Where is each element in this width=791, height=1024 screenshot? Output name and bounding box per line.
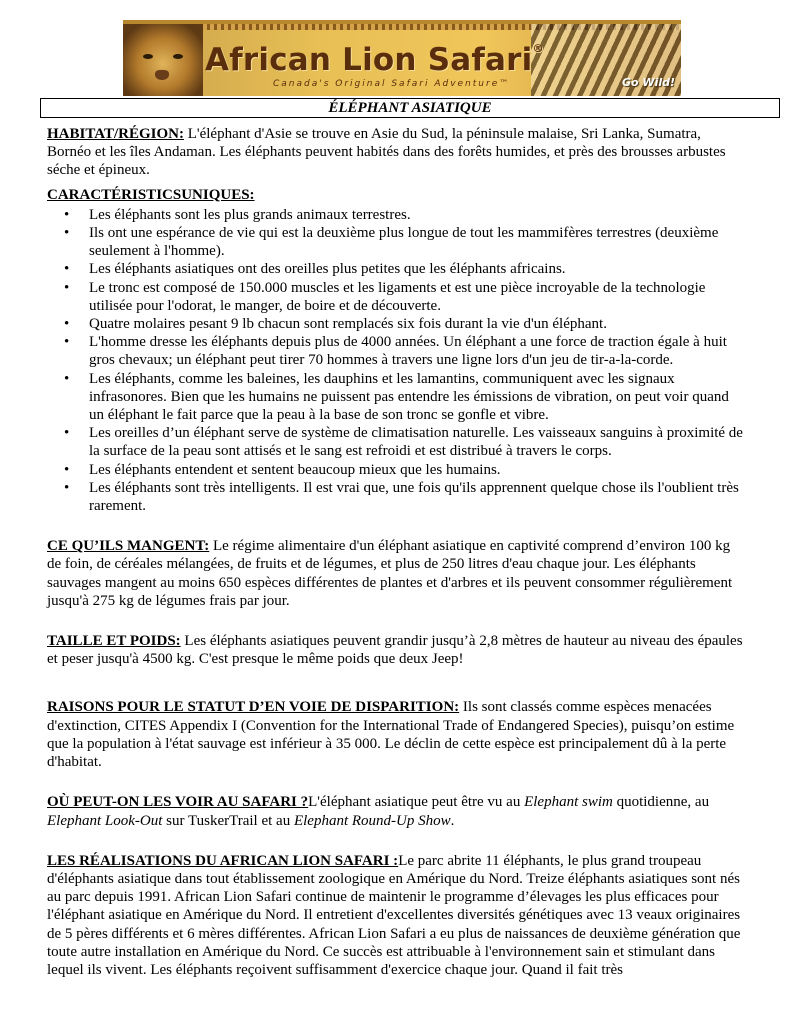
banner-tagline: Canada's Original Safari Adventure™ [273,79,511,89]
list-item: • Les éléphants sont très intelligents. Il est vrai que, une fois qu'ils apprennent quelque chose ils l'oublient très rarement. [47,479,747,515]
list-item: • Les éléphants asiatiques ont des oreilles plus petites que les éléphants africains. [47,260,747,278]
diet-text: Le régime alimentaire d'un éléphant asiatique en captivité comprend d’environ 100 kg de foin, de céréales mélangées, de fruits et de légumes, et plus de 250 litres d'eau chaque jour. Les éléphants sauvages mangent au moins 650 espèces différentes de plantes et d'arbres et ils peuvent consommer régulièrement jusqu'à 275 kg de légumes frais par jour. [47,538,733,609]
list-item: • Les éléphants, comme les baleines, les dauphins et les lamantins, communiquent avec les signaux infrasonores. Bien que les humains ne puissent pas entendre les émissions de vibration, on peut voir quand un éléphant le fait parce que la peau à la base de son tronc se gonfle et vibre. [47,370,747,425]
list-item: • Le tronc est composé de 150.000 muscles et les ligaments et est une pièce incroyable de la technologie utilisée pour l'odorat, le manger, de boire et de découverte. [47,279,747,315]
size-paragraph [47,632,747,668]
document-body [47,125,747,979]
characteristics-heading: CARACTÉRISTICSUNIQUES: [47,186,255,203]
size-heading: TAILLE ET POIDS: [47,633,181,650]
list-item: • Les éléphants entendent et sentent beaucoup mieux que les humains. [47,461,747,479]
list-item: • Les éléphants sont les plus grands animaux terrestres. [47,206,747,224]
lion-face-icon [123,24,203,96]
list-item: • Les oreilles d’un éléphant serve de système de climatisation naturelle. Les vaisseaux sanguins à proximité de la surface de la peau sont attisés et le sang est refroidi et est distribué à travers le corps. [47,424,747,460]
page-title: ÉLÉPHANT ASIATIQUE [40,98,780,118]
achievements-paragraph [47,852,747,979]
status-heading: RAISONS POUR LE STATUT D’EN VOIE DE DISPARITION: [47,699,460,716]
habitat-heading: HABITAT/RÉGION: [47,126,184,142]
achievements-heading: LES RÉALISATIONS DU AFRICAN LION SAFARI : [47,852,399,869]
banner-slogan: Go Wild! [622,76,675,89]
status-text: Ils sont classés comme espèces menacées d'extinction, CITES Appendix I (Convention for the International Trade of Endangered Species), puisqu’on estime que la population à l'état sauvage est inférieur à 35 000. Le déclin de cette espèce est principalement dû à la perte d'habitat. [47,699,735,771]
diet-heading: CE QU’ILS MANGENT: [47,538,210,555]
elephant-lookout-name: Elephant Look-Out [47,812,163,829]
list-item: • L'homme dresse les éléphants depuis plus de 4000 années. Un éléphant a une force de traction égale à huit gros chevaux; un éléphant peut tirer 70 hommes à travers une ligne lors d'un jeu de tir-a-la-corde. [47,333,747,369]
characteristics-list [47,206,747,515]
elephant-swim-name: Elephant swim [524,794,613,811]
list-item: • Ils ont une espérance de vie qui est la deuxième plus longue de tout les mammifères terrestres (deuxième seulement à l'homme). [47,224,747,260]
list-item: • Quatre molaires pesant 9 lb chacun sont remplacés six fois durant la vie d'un éléphant. [47,315,747,333]
achievements-text: Le parc abrite 11 éléphants, le plus grand troupeau d'éléphants asiatique dans tout établissement zoologique en Amérique du Nord. Treize éléphants asiatiques sont nés au parc depuis 1991. African Lion Safari continue de maintenir le programme d’élevages les plus efficaces pour l'éléphant asiatique en Amérique du Nord. Il entretient d'excellentes diversités génétiques avec 13 veaux originaires de 5 pères différents et 6 mères différentes. African Lion Safari a eu plus de naissances de deuxième génération que toute autre installation en Amérique du Nord. Ce succès est attribuable à l'environnement sain et stimulant dans lequel ils vivent. Les éléphants reçoivent suffisamment d'exercice chaque jour. Quand il fait très [47,852,741,978]
where-paragraph: OÙ PEUT-ON LES VOIR AU SAFARI ?L'éléphant asiatique peut être vu au Elephant swim quotidienne, au Elephant Look-Out sur TuskerTrail et au Elephant Round-Up Show. [47,794,710,829]
banner-title: African Lion Safari® [205,42,544,78]
size-text: Les éléphants asiatiques peuvent grandir jusqu’à 2,8 mètres de hauteur au niveau des épaules et peser jusqu'à 4500 kg. C'est presque le même poids que deux Jeep! [47,633,743,668]
habitat-text: L'éléphant d'Asie se trouve en Asie du Sud, la péninsule malaise, Sri Lanka, Sumatra, Bornéo et les îles Andaman. Les éléphants peuvent habités dans des forêts humides, et près des brousses arbustes séche et épineux. [47,126,726,179]
status-paragraph [47,698,747,771]
banner-logo [123,20,681,96]
where-heading: OÙ PEUT-ON LES VOIR AU SAFARI ? [47,794,309,811]
diet-paragraph [47,537,747,610]
elephant-roundup-name: Elephant Round-Up Show [293,812,451,829]
habitat-paragraph [47,125,747,180]
